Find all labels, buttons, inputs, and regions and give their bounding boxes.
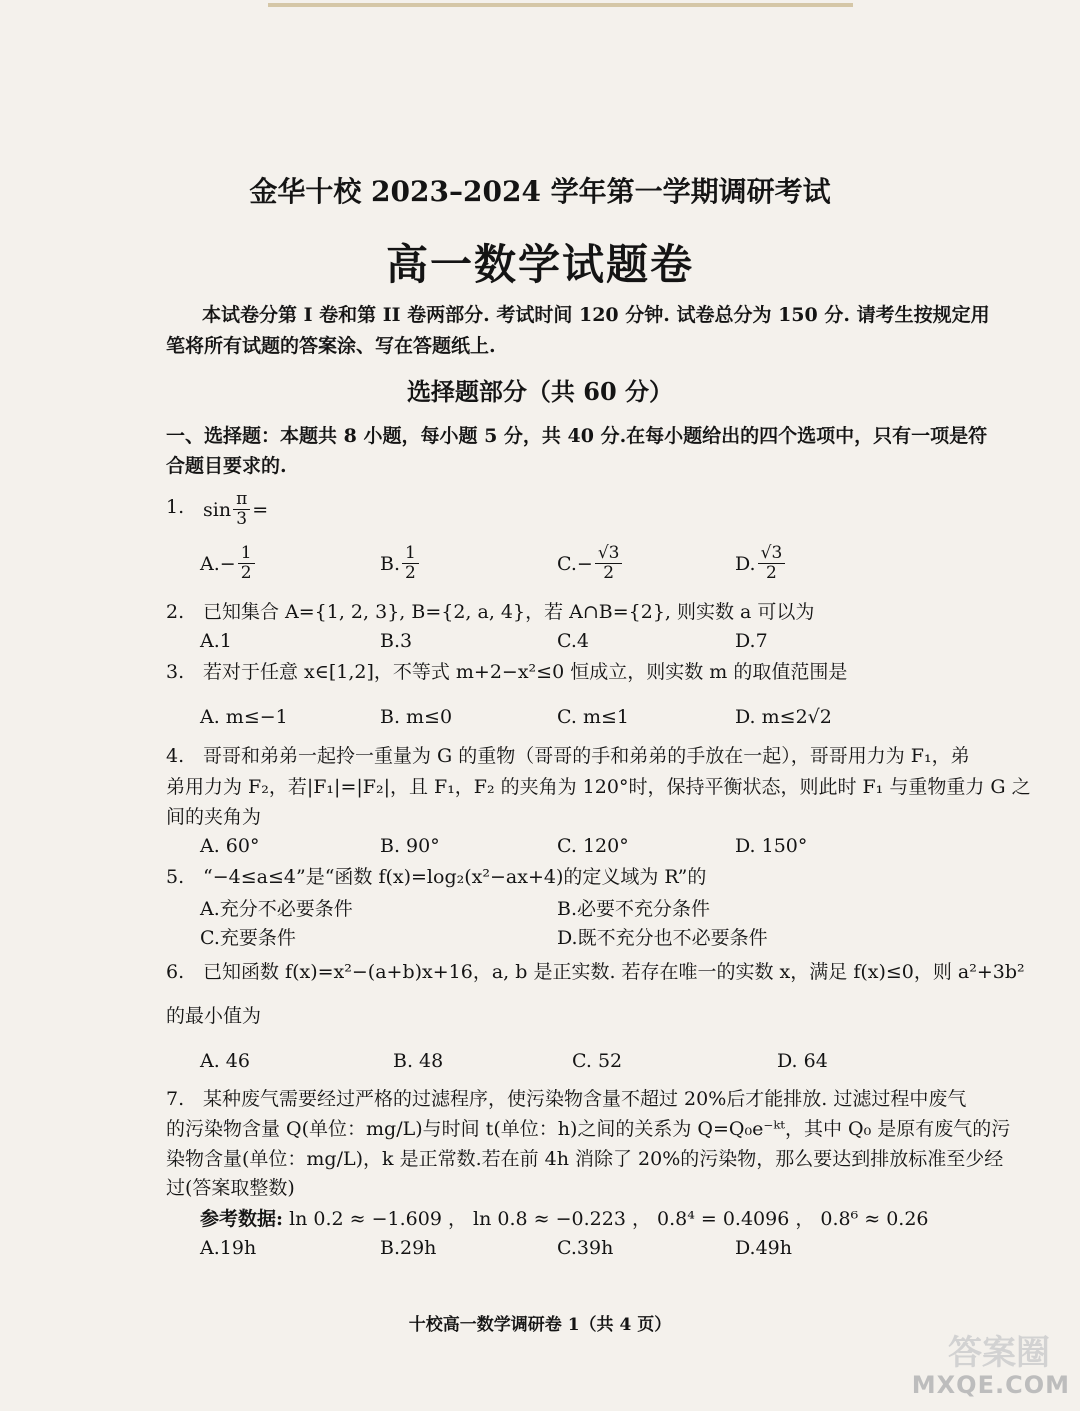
q1-option-a-label: A.− xyxy=(200,552,236,575)
q1-stem xyxy=(203,490,268,529)
q1-frac-num: π xyxy=(233,490,250,510)
q4-option-d: D. 150° xyxy=(735,835,808,857)
q3-option-a: A. m≤−1 xyxy=(200,706,288,728)
q1-option-d-label: D. xyxy=(735,552,756,575)
q7-option-b: B.29h xyxy=(380,1237,437,1259)
q1-option-c-frac xyxy=(595,544,623,583)
q6-option-b: B. 48 xyxy=(393,1050,444,1072)
q1-option-d-den: 2 xyxy=(766,563,777,583)
q6-line-2: 的最小值为 xyxy=(166,1005,262,1027)
q1-fraction xyxy=(233,490,250,529)
q6-number: 6. xyxy=(166,961,185,983)
q1-option-a-frac xyxy=(238,544,255,583)
q4-option-a: A. 60° xyxy=(200,835,260,857)
q2-option-a: A.1 xyxy=(200,630,232,652)
q1-option-a-num: 1 xyxy=(238,544,255,564)
q7-option-c: C.39h xyxy=(557,1237,614,1259)
q7-reference-data xyxy=(200,1207,929,1231)
q1-option-a-den: 2 xyxy=(240,563,252,583)
q7-option-a: A.19h xyxy=(200,1237,257,1259)
q3-stem: 若对于任意 x∈[1,2]，不等式 m+2−x²≤0 恒成立，则实数 m 的取值范围是 xyxy=(203,661,848,683)
section-title: 选择题部分（共 60 分） xyxy=(406,377,674,406)
q4-option-c: C. 120° xyxy=(557,835,629,857)
q3-option-d: D. m≤2√2 xyxy=(735,706,832,728)
q1-number: 1. xyxy=(166,496,185,518)
q7-line-1: 某种废气需要经过严格的过滤程序，使污染物含量不超过 20%后才能排放. 过滤过程中废气 xyxy=(203,1088,967,1110)
q5-number: 5. xyxy=(166,866,185,888)
q1-option-c-label: C.− xyxy=(557,552,593,575)
page-footer: 十校高一数学调研卷 1（共 4 页） xyxy=(408,1315,672,1335)
q6-option-c: C. 52 xyxy=(572,1050,623,1072)
q1-option-b-den: 2 xyxy=(405,563,416,583)
q1-equals: = xyxy=(252,498,269,521)
q7-ref-label: 参考数据: xyxy=(200,1208,284,1230)
q5-option-d: D.既不充分也不必要条件 xyxy=(557,927,768,949)
q6-option-a: A. 46 xyxy=(200,1050,250,1072)
q6-option-d: D. 64 xyxy=(777,1050,828,1072)
q7-number: 7. xyxy=(166,1088,185,1110)
intro-line-1: 本试卷分第 I 卷和第 II 卷两部分. 考试时间 120 分钟. 试卷总分为 150 分. 请考生按规定用 xyxy=(202,304,990,326)
q4-line-3: 间的夹角为 xyxy=(166,806,262,828)
q6-line-1: 已知函数 f(x)=x²−(a+b)x+16，a, b 是正实数. 若存在唯一的实数 x，满足 f(x)≤0，则 a²+3b² xyxy=(203,961,1025,983)
q4-line-2: 弟用力为 F₂，若|F₁|=|F₂|，且 F₁，F₂ 的夹角为 120°时，保持平衡状态，则此时 F₁ 与重物重力 G 之 xyxy=(166,776,1031,798)
q7-line-4: 过(答案取整数) xyxy=(166,1177,295,1199)
q4-option-b: B. 90° xyxy=(380,835,440,857)
q1-option-d-num: √3 xyxy=(758,544,786,564)
q1-frac-den: 3 xyxy=(236,509,248,529)
q4-number: 4. xyxy=(166,745,185,767)
q5-stem: “−4≤a≤4”是“函数 f(x)=log₂(x²−ax+4)的定义域为 R”的 xyxy=(203,866,707,888)
q1-option-b-num: 1 xyxy=(402,544,419,564)
intro-line-2: 笔将所有试题的答案涂、写在答题纸上. xyxy=(166,335,496,357)
q5-option-b: B.必要不充分条件 xyxy=(557,898,711,920)
q7-line-2: 的污染物含量 Q(单位：mg/L)与时间 t(单位：h)之间的关系为 Q=Q₀e⁻ᵏᵗ，其中 Q₀ 是原有废气的污 xyxy=(166,1118,1011,1140)
paper-title: 高一数学试题卷 xyxy=(385,240,694,289)
q1-option-b xyxy=(380,544,421,583)
q5-option-c: C.充要条件 xyxy=(200,927,296,949)
watermark-site: MXQE.COM xyxy=(911,1371,1070,1399)
q1-option-c-num: √3 xyxy=(595,544,623,564)
q1-sin: sin xyxy=(203,498,232,521)
q1-option-c-den: 2 xyxy=(603,563,615,583)
q1-option-c xyxy=(557,544,624,583)
q1-option-d xyxy=(735,544,787,583)
exam-title: 金华十校 2023–2024 学年第一学期调研考试 xyxy=(249,175,831,208)
watermark xyxy=(880,1325,1070,1403)
q2-option-c: C.4 xyxy=(557,630,589,652)
q3-number: 3. xyxy=(166,661,185,683)
q7-option-d: D.49h xyxy=(735,1237,793,1259)
q3-option-c: C. m≤1 xyxy=(557,706,629,728)
part-one-line-2: 合题目要求的. xyxy=(166,455,287,477)
q1-option-b-label: B. xyxy=(380,552,401,575)
q7-line-3: 染物含量(单位：mg/L)，k 是正常数.若在前 4h 消除了 20%的污染物，那么要达到排放标准至少经 xyxy=(166,1148,1004,1170)
q4-line-1: 哥哥和弟弟一起拎一重量为 G 的重物（哥哥的手和弟弟的手放在一起），哥哥用力为 F₁，弟 xyxy=(203,745,970,767)
q2-stem: 已知集合 A={1, 2, 3}, B={2, a, 4}，若 A∩B={2}, 则实数 a 可以为 xyxy=(203,601,815,623)
q1-option-d-frac xyxy=(758,544,786,583)
top-edge-line xyxy=(268,3,853,7)
q2-option-b: B.3 xyxy=(380,630,413,652)
q1-option-b-frac xyxy=(402,544,419,583)
q5-option-a: A.充分不必要条件 xyxy=(200,898,353,920)
q2-option-d: D.7 xyxy=(735,630,768,652)
part-one-line-1: 一、选择题：本题共 8 小题，每小题 5 分，共 40 分.在每小题给出的四个选项中，只有一项是符 xyxy=(166,425,988,447)
q7-ref-values: ln 0.2 ≈ −1.609 ， ln 0.8 ≈ −0.223 ， 0.8⁴ = 0.4096 ， 0.8⁶ ≈ 0.26 xyxy=(289,1208,929,1230)
watermark-logo: 答案圈 xyxy=(948,1333,1050,1373)
q1-option-a xyxy=(200,544,257,583)
q3-option-b: B. m≤0 xyxy=(380,706,453,728)
q2-number: 2. xyxy=(166,601,185,623)
